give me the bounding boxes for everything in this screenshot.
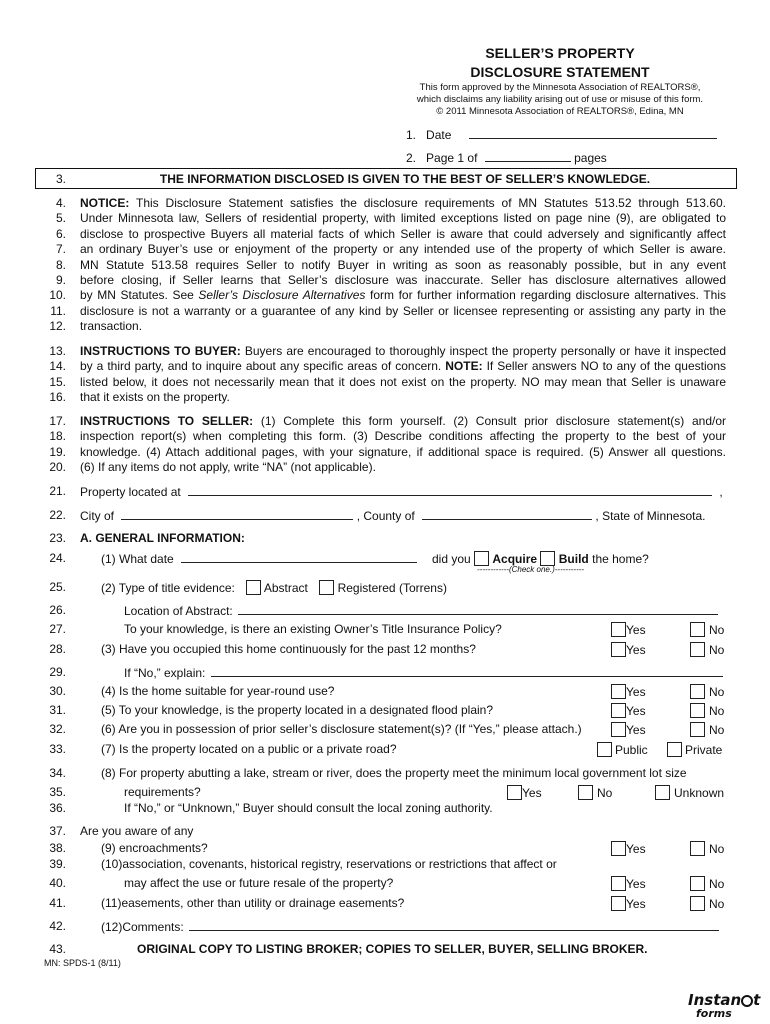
line-num: 30. bbox=[49, 684, 66, 698]
q5-question: (5) To your knowledge, is the property located in a designated flood plain? bbox=[101, 703, 494, 717]
line-num: 38. bbox=[49, 841, 66, 855]
q8-no-checkbox[interactable] bbox=[578, 785, 593, 800]
q8-requirements: requirements? bbox=[124, 785, 201, 799]
date-field[interactable] bbox=[469, 127, 717, 139]
line-num: 29. bbox=[49, 665, 66, 679]
line-num: 34. bbox=[49, 766, 66, 780]
acquire-checkbox[interactable] bbox=[474, 551, 489, 566]
owner-policy-yes-checkbox[interactable] bbox=[611, 622, 626, 637]
q1-row: (1) What date bbox=[101, 551, 417, 566]
q10-yes-checkbox[interactable] bbox=[611, 876, 626, 891]
q4-no-checkbox[interactable] bbox=[690, 684, 705, 699]
property-address-field[interactable] bbox=[188, 484, 712, 496]
line-num: 40. bbox=[49, 876, 66, 890]
build-checkbox[interactable] bbox=[540, 551, 555, 566]
if-no-explain-row: If “No,” explain: bbox=[124, 665, 723, 680]
line-num: 31. bbox=[49, 703, 66, 717]
q5-yes-checkbox[interactable] bbox=[611, 703, 626, 718]
check-one-note: ------------(Check one.)----------- bbox=[477, 565, 585, 574]
owner-policy-yes: Yes bbox=[611, 622, 646, 637]
q10-question-cont: may affect the use or future resale of the property? bbox=[124, 876, 394, 890]
title-evidence-row: (2) Type of title evidence: Abstract Registered (Torrens) bbox=[101, 581, 447, 595]
acquire-date-field[interactable] bbox=[181, 551, 417, 563]
line-num: 23. bbox=[49, 531, 66, 545]
instanetforms-logo: Instan t forms bbox=[688, 991, 761, 1020]
date-label: Date bbox=[426, 128, 452, 142]
q4-no: No bbox=[690, 684, 724, 699]
q4-yes: Yes bbox=[611, 684, 646, 699]
q9-no: No bbox=[690, 841, 724, 856]
page-suffix: pages bbox=[574, 151, 607, 165]
line-num: 28. bbox=[49, 642, 66, 656]
line-num: 36. bbox=[49, 801, 66, 815]
approval-line2: which disclaims any liability arising out of use or misuse of this form. bbox=[416, 94, 704, 105]
q3-question: (3) Have you occupied this home continuously for the past 12 months? bbox=[101, 642, 476, 656]
q7-private: Private bbox=[667, 742, 722, 757]
page-label: Page 1 of bbox=[426, 151, 478, 165]
line-num: 26. bbox=[49, 603, 66, 617]
q8-question: (8) For property abutting a lake, stream or river, does the property meet the minimum local government lot size bbox=[101, 766, 687, 780]
form-title-line1: SELLER’S PROPERTY bbox=[485, 45, 635, 61]
city-county-row: City of , County of , State of Minnesota. bbox=[80, 509, 706, 523]
page-num: 2. bbox=[406, 151, 417, 165]
q8-yes-checkbox[interactable] bbox=[507, 785, 522, 800]
line-numbers-buyer: 13. 14. 15. 16. bbox=[49, 344, 66, 405]
line-num: 32. bbox=[49, 722, 66, 736]
q3-no: No bbox=[690, 642, 724, 657]
comments-field[interactable] bbox=[189, 919, 719, 931]
public-road-checkbox[interactable] bbox=[597, 742, 612, 757]
form-id: MN: SPDS-1 (8/11) bbox=[44, 958, 121, 968]
general-info-heading: A. GENERAL INFORMATION: bbox=[80, 531, 245, 545]
line-num: 24. bbox=[49, 551, 66, 565]
owner-policy-question: To your knowledge, is there an existing Owner’s Title Insurance Policy? bbox=[124, 622, 502, 636]
q11-no: No bbox=[690, 896, 724, 911]
q6-yes: Yes bbox=[611, 722, 646, 737]
if-no-explain-field[interactable] bbox=[211, 665, 723, 677]
q9-yes-checkbox[interactable] bbox=[611, 841, 626, 856]
q6-question: (6) Are you in possession of prior seller’s disclosure statement(s)? (If “Yes,” please attach.) bbox=[101, 722, 582, 736]
q10-no: No bbox=[690, 876, 724, 891]
buyer-instructions: INSTRUCTIONS TO BUYER: Buyers are encouraged to thoroughly inspect the property personally or have it inspected by a third party, and to inquire about any specific areas of concern. NOTE: If Seller answers NO to any of the questions listed below, it does not necessarily mean that it does not exist on the property. NO may mean that Seller is unaware that it exists on the property. bbox=[80, 344, 727, 405]
q11-yes-checkbox[interactable] bbox=[611, 896, 626, 911]
registered-checkbox[interactable] bbox=[319, 580, 334, 595]
q6-yes-checkbox[interactable] bbox=[611, 722, 626, 737]
q8-unknown: Unknown bbox=[655, 785, 724, 800]
owner-policy-no: No bbox=[690, 622, 724, 637]
q10-question: (10)association, covenants, historical registry, reservations or restrictions that affect or bbox=[101, 857, 557, 871]
abstract-checkbox[interactable] bbox=[246, 580, 261, 595]
q8-yes: Yes bbox=[507, 785, 542, 800]
seller-instructions: INSTRUCTIONS TO SELLER: (1) Complete this form yourself. (2) Consult prior disclosure statement(s) and/or inspection report(s) when completing this form. (3) Describe conditions affecting the property to the best of your knowledge. (4) Attach additional pages, with your signature, if additional space is required. (5) Answer all questions. (6) If any items do not apply, write “NA” (not applicable). bbox=[80, 414, 726, 475]
line-num: 22. bbox=[49, 508, 66, 522]
line-num: 33. bbox=[49, 742, 66, 756]
line-num: 25. bbox=[49, 580, 66, 594]
q3-yes-checkbox[interactable] bbox=[611, 642, 626, 657]
county-field[interactable] bbox=[422, 508, 592, 520]
q5-no-checkbox[interactable] bbox=[690, 703, 705, 718]
q6-no: No bbox=[690, 722, 724, 737]
notice-banner-text: THE INFORMATION DISCLOSED IS GIVEN TO THE BEST OF SELLER’S KNOWLEDGE. bbox=[159, 172, 651, 186]
date-num: 1. bbox=[406, 128, 417, 142]
globe-icon bbox=[741, 995, 753, 1007]
q3-yes: Yes bbox=[611, 642, 646, 657]
city-field[interactable] bbox=[121, 508, 353, 520]
q9-no-checkbox[interactable] bbox=[690, 841, 705, 856]
comments-row: (12)Comments: bbox=[101, 919, 719, 934]
line-num: 42. bbox=[49, 919, 66, 933]
q6-no-checkbox[interactable] bbox=[690, 722, 705, 737]
line-num: 39. bbox=[49, 857, 66, 871]
q9-yes: Yes bbox=[611, 841, 646, 856]
private-road-checkbox[interactable] bbox=[667, 742, 682, 757]
owner-policy-no-checkbox[interactable] bbox=[690, 622, 705, 637]
line-num: 43. bbox=[49, 942, 66, 956]
copyright-line: © 2011 Minnesota Association of REALTORS®, Edina, MN bbox=[436, 106, 684, 117]
line-num: 37. bbox=[49, 824, 66, 838]
q4-yes-checkbox[interactable] bbox=[611, 684, 626, 699]
line-num: 21. bbox=[49, 484, 66, 498]
aware-heading: Are you aware of any bbox=[80, 824, 194, 838]
line-num: 3. bbox=[55, 172, 66, 186]
q11-yes: Yes bbox=[611, 896, 646, 911]
acquire-build-options: did you Acquire Build the home? bbox=[432, 552, 649, 566]
line-num: 27. bbox=[49, 622, 66, 636]
q11-no-checkbox[interactable] bbox=[690, 896, 705, 911]
q5-no: No bbox=[690, 703, 724, 718]
line-numbers-seller: 17. 18. 19. 20. bbox=[49, 414, 66, 475]
abstract-location-row: Location of Abstract: bbox=[124, 603, 718, 618]
q7-public: Public bbox=[597, 742, 648, 757]
abstract-location-field[interactable] bbox=[238, 603, 718, 615]
property-location-row: Property located at , bbox=[80, 485, 723, 499]
approval-line1: This form approved by the Minnesota Association of REALTORS®, bbox=[419, 82, 701, 93]
q8-no: No bbox=[578, 785, 612, 800]
q5-yes: Yes bbox=[611, 703, 646, 718]
q3-no-checkbox[interactable] bbox=[690, 642, 705, 657]
q10-no-checkbox[interactable] bbox=[690, 876, 705, 891]
q8-unknown-checkbox[interactable] bbox=[655, 785, 670, 800]
copy-distribution: ORIGINAL COPY TO LISTING BROKER; COPIES TO SELLER, BUYER, SELLING BROKER. bbox=[137, 942, 648, 956]
page-row bbox=[406, 150, 607, 165]
q4-question: (4) Is the home suitable for year-round use? bbox=[101, 684, 335, 698]
form-title-line2: DISCLOSURE STATEMENT bbox=[470, 64, 650, 80]
notice-paragraph: NOTICE: This Disclosure Statement satisfies the disclosure requirements of MN Statutes 513.52 through 513.60. Under Minnesota law, Sellers of residential property, with limited exceptions listed on page nine (9), are obligated to disclose to prospective Buyers all material facts of which Seller is aware that could adversely and significantly affect an ordinary Buyer’s use or enjoyment of the property or any intended use of the property of which Seller is aware. MN Statute 513.58 requires Seller to notify Buyer in writing as soon as reasonably possible, but in any event before closing, if Seller learns that Seller’s disclosure was inaccurate. Seller has disclosure alternatives allowed by MN Statutes. See Seller’s Disclosure Alternatives form for further information regarding disclosure alternatives. This disclosure is not a warranty or a guarantee of any kind by Seller or licensee representing or assisting any party in the transaction. bbox=[80, 196, 726, 334]
date-row bbox=[406, 127, 717, 142]
zoning-note: If “No,” or “Unknown,” Buyer should consult the local zoning authority. bbox=[124, 801, 493, 815]
total-pages-field[interactable] bbox=[485, 150, 571, 162]
line-numbers-notice: 4. 5. 6. 7. 8. 9. 10. 11. 12. bbox=[49, 196, 66, 334]
q10-yes: Yes bbox=[611, 876, 646, 891]
q7-question: (7) Is the property located on a public or a private road? bbox=[101, 742, 397, 756]
q9-question: (9) encroachments? bbox=[101, 841, 208, 855]
q11-question: (11)easements, other than utility or drainage easements? bbox=[101, 896, 405, 910]
line-num: 41. bbox=[49, 896, 66, 910]
line-num: 35. bbox=[49, 785, 66, 799]
